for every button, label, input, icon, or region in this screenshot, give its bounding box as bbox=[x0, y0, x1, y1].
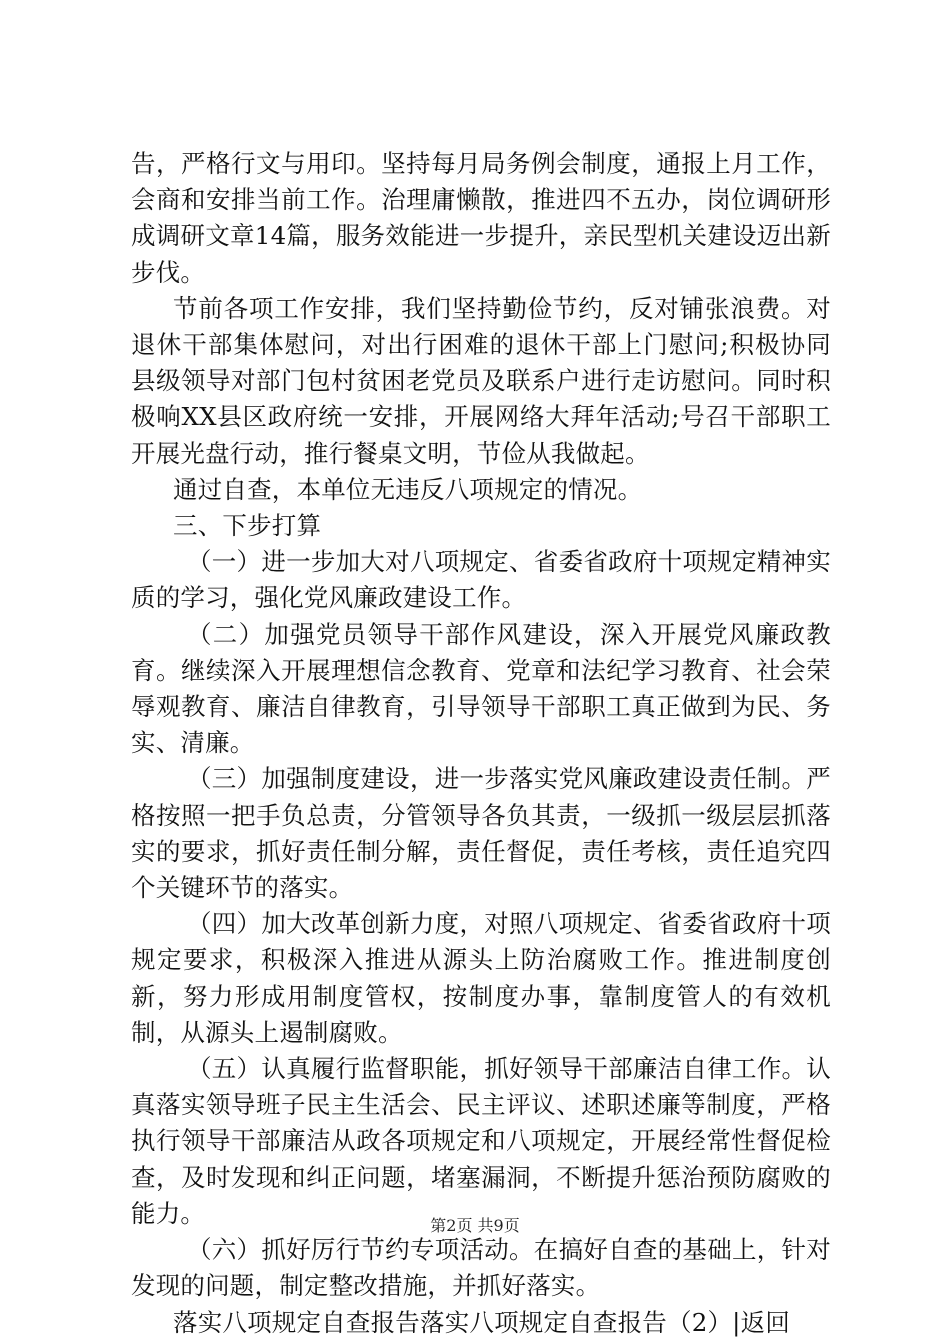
paragraph-self-check-result: 通过自查，本单位无违反八项规定的情况。 bbox=[173, 474, 643, 504]
paragraph-item-3: （三）加强制度建设，进一步落实党风廉政建设责任制。严格按照一把手负总责，分管领导各负其责，一级抓一级层层抓落实的要求，抓好责任制分解，责任督促，责任考核，责任追究四个关键环节的落实。 bbox=[131, 764, 831, 903]
paragraph-continuation: 告，严格行文与用印。坚持每月局务例会制度，通报上月工作，会商和安排当前工作。治理庸懒散，推进四不五办，岗位调研形成调研文章14篇，服务效能进一步提升，亲民型机关建设迈出新步伐。 bbox=[131, 149, 831, 287]
page-number-footer: 第2页 共9页 bbox=[430, 1216, 520, 1235]
document-body bbox=[131, 146, 831, 1341]
return-link-line[interactable]: 落实八项规定自查报告落实八项规定自查报告（2）|返回 bbox=[173, 1307, 791, 1337]
paragraph-item-2: （二）加强党员领导干部作风建设，深入开展党风廉政教育。继续深入开展理想信念教育、党章和法纪学习教育、社会荣辱观教育、廉洁自律教育，引导领导干部职工真正做到为民、务实、清廉。 bbox=[131, 619, 831, 758]
paragraph-item-4: （四）加大改革创新力度，对照八项规定、省委省政府十项规定要求，积极深入推进从源头上防治腐败工作。推进制度创新，努力形成用制度管权，按制度办事，靠制度管人的有效机制，从源头上遏制腐败。 bbox=[131, 909, 831, 1047]
section-heading-next-steps: 三、下步打算 bbox=[173, 511, 322, 541]
paragraph-holiday-arrangements: 节前各项工作安排，我们坚持勤俭节约，反对铺张浪费。对退休干部集体慰问，对出行困难的退休干部上门慰问;积极协同县级领导对部门包村贫困老党员及联系户进行走访慰问。同时积极响XX县区政府统一安排，开展网络大拜年活动;号召干部职工开展光盘行动，推行餐桌文明，节俭从我做起。 bbox=[131, 293, 831, 468]
paragraph-item-6: （六）抓好厉行节约专项活动。在搞好自查的基础上，针对发现的问题，制定整改措施，并抓好落实。 bbox=[131, 1235, 831, 1301]
paragraph-item-5: （五）认真履行监督职能，抓好领导干部廉洁自律工作。认真落实领导班子民主生活会、民主评议、述职述廉等制度，严格执行领导干部廉洁从政各项规定和八项规定，开展经常性督促检查，及时发现和纠正问题，堵塞漏洞，不断提升惩治预防腐败的能力。 bbox=[131, 1054, 831, 1228]
paragraph-item-1: （一）进一步加大对八项规定、省委省政府十项规定精神实质的学习，强化党风廉政建设工作。 bbox=[131, 547, 831, 613]
